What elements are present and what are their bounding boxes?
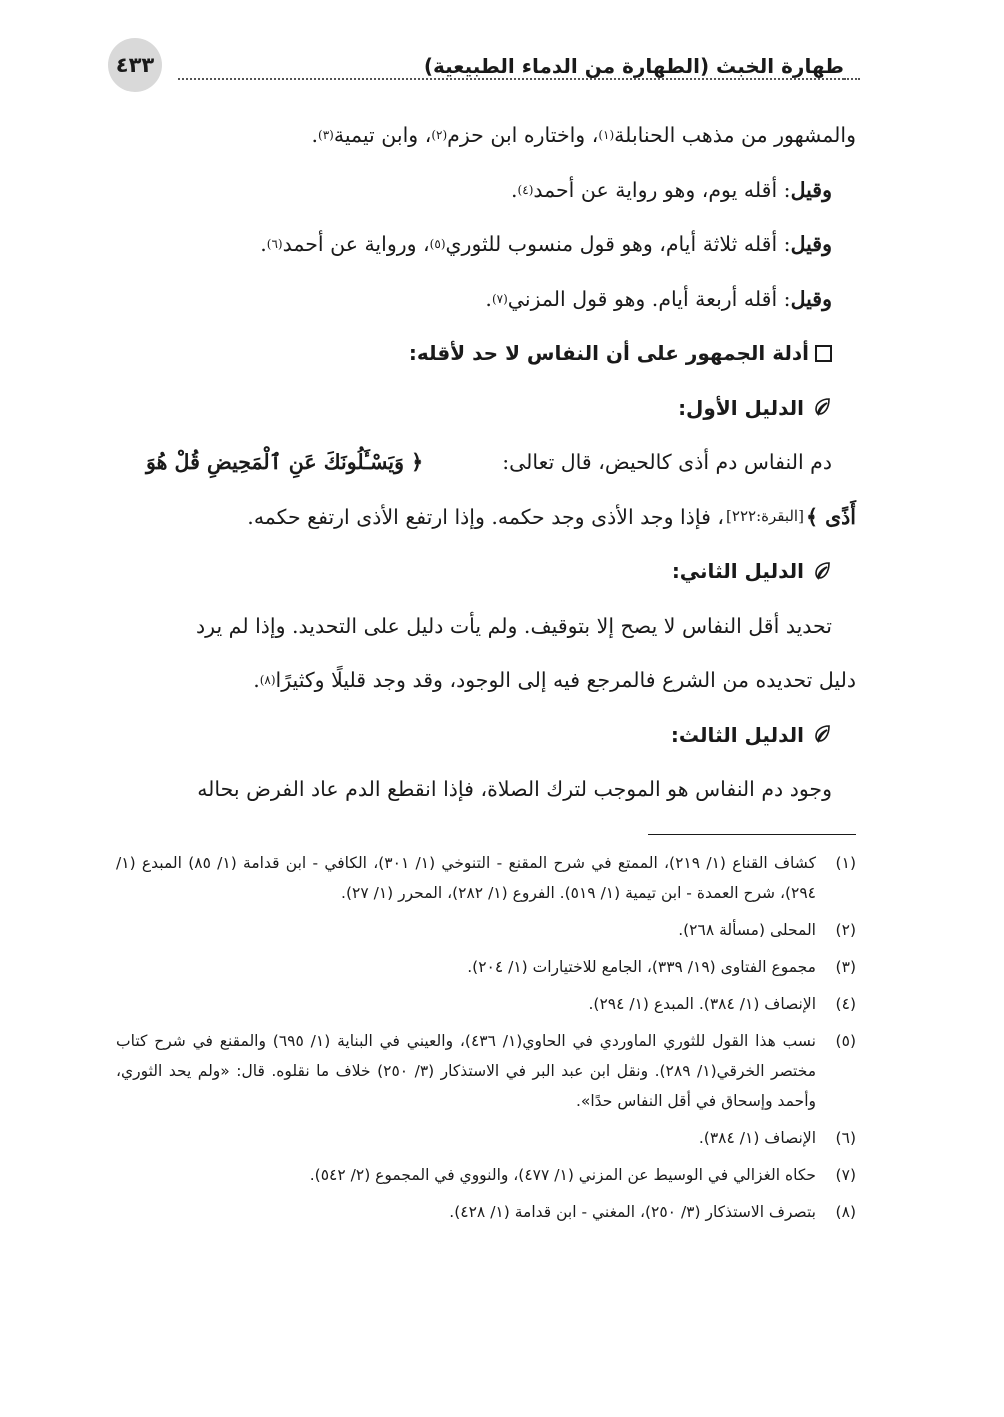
text-segment: وجود دم النفاس هو الموجب لترك الصلاة، فإذا انقطع الدم عاد الفرض بحاله: [197, 777, 832, 801]
paragraph-line: [146, 762, 856, 817]
main-text: [146, 108, 856, 817]
text-segment: والمشهور من مذهب الحنابلة: [614, 123, 856, 147]
footnote-ref: (٥): [429, 237, 446, 252]
paragraph-line: [146, 272, 856, 327]
text-segment: .: [311, 123, 319, 147]
footnote-number: (١): [835, 854, 856, 872]
footnote-text: بتصرف الاستذكار (٣/ ٢٥٠)، المغني - ابن قدامة (١/ ٤٢٨).: [449, 1203, 816, 1221]
lead-word: وقيل: [790, 286, 832, 311]
evidence-title: الدليل الثالث:: [670, 722, 804, 747]
leaf-ornament-icon: [812, 396, 832, 419]
footnote-ref: (٣): [318, 128, 334, 143]
lead-word: وقيل: [790, 232, 832, 256]
checkbox-square-icon: [815, 345, 832, 362]
paragraph-line: [146, 435, 856, 490]
text-segment: ، ورواية عن أحمد: [282, 232, 430, 256]
footnote-text: مجموع الفتاوى (١٩/ ٣٣٩)، الجامع للاختيارات (١/ ٢٠٤).: [467, 958, 816, 976]
text-segment: دم النفاس دم أذى كالحيض، قال تعالى:: [502, 450, 832, 474]
paragraph-line: [146, 599, 856, 654]
text-segment: تحديد أقل النفاس لا يصح إلا بتوقيف. ولم يأت دليل على التحديد. وإذا لم يرد: [196, 613, 832, 638]
footnote-text: الإنصاف (١/ ٣٨٤). المبدع (١/ ٢٩٤).: [588, 995, 816, 1013]
footnote-number: (٣): [835, 958, 856, 976]
footnote: [116, 952, 856, 982]
evidence-title: الدليل الأول:: [678, 395, 804, 420]
footnote-ref: (٨): [259, 673, 276, 688]
footnote-text: كشاف القناع (١/ ٢١٩)، الممتع في شرح المقنع - التنوخي (١/ ٣٠١)، الكافي - ابن قدامة (١/ ٨٥) المبدع (١/ ٢٩٤)، شرح العمدة - ابن تيمية (١/ ٥١٩). الفروع (١/ ٢٨٢)، المحرر (١/ ٢٧).: [116, 854, 816, 902]
text-segment: .: [511, 177, 518, 202]
footnote-number: (٧): [835, 1166, 856, 1184]
text-segment: .: [253, 668, 260, 692]
evidence-heading: [146, 381, 856, 436]
footnote-number: (٥): [835, 1032, 856, 1050]
page-number-badge: ٤٣٣: [108, 38, 162, 92]
leaf-ornament-icon: [812, 560, 832, 583]
footnote-ref: (٧): [491, 291, 508, 306]
footnote-text: نسب هذا القول للثوري الماوردي في الحاوي(١/ ٤٣٦)، والعيني في البناية (١/ ٦٩٥) والمقنع في شرح كتاب مختصر الخرقي(١/ ٢٨٩). ونقل ابن عبد البر في الاستذكار (٣/ ٢٥٠) خلاف ما نقلوه. قال: «ولم يحد الثوري، وأحمد وإسحاق في أقل النفاس حدًا».: [116, 1032, 817, 1110]
footnote: [116, 1197, 856, 1227]
footnote-ref: (٢): [431, 128, 448, 143]
section-heading: [146, 326, 856, 381]
quran-verse: أَذًى ﴾: [805, 504, 856, 529]
text-segment: : أقله ثلاثة أيام، وهو قول منسوب للثوري: [445, 232, 791, 256]
footnotes: [116, 848, 856, 1234]
footnote-text: حكاه الغزالي في الوسيط عن المزني (١/ ٤٧٧)، والنووي في المجموع (٢/ ٥٤٢).: [309, 1166, 816, 1184]
text-segment: : أقله يوم، وهو رواية عن أحمد: [533, 177, 791, 202]
footnote-ref: (٦): [266, 237, 283, 252]
text-segment: .: [485, 286, 492, 311]
text-segment: .: [260, 232, 267, 256]
text-segment: ، واختاره ابن حزم: [447, 123, 599, 147]
footnote: [116, 848, 856, 908]
header-leader-dots-right: [844, 58, 860, 80]
section-heading-text: أدلة الجمهور على أن النفاس لا حد لأقله:: [408, 341, 809, 366]
evidence-title: الدليل الثاني:: [671, 559, 804, 584]
footnote-text: المحلى (مسألة ٢٦٨).: [678, 921, 816, 939]
paragraph-line: [146, 163, 856, 218]
text-segment: ، وابن تيمية: [333, 123, 432, 147]
text-segment: : أقله أربعة أيام. وهو قول المزني: [507, 286, 791, 311]
footnote-number: (٨): [835, 1203, 856, 1221]
footnote-ref: (١): [598, 128, 615, 143]
text-segment: ، فإذا وجد الأذى وجد حكمه. وإذا ارتفع الأذى ارتفع حكمه.: [247, 504, 725, 529]
footnote: [116, 1123, 856, 1153]
paragraph-line: [146, 217, 856, 272]
footnote-ref: (٤): [517, 182, 534, 197]
page-header: [110, 38, 844, 96]
paragraph-line: [146, 653, 856, 708]
paragraph-line: [146, 108, 856, 163]
footnote-text: الإنصاف (١/ ٣٨٤).: [698, 1129, 816, 1147]
evidence-heading: [146, 708, 856, 763]
paragraph-line: [146, 490, 856, 545]
footnote-number: (٢): [835, 921, 856, 939]
running-title: طهارة الخبث (الطهارة من الدماء الطبيعية): [418, 54, 844, 78]
leaf-ornament-icon: [812, 723, 832, 746]
footnote-number: (٤): [835, 995, 856, 1013]
lead-word: وقيل: [790, 177, 832, 202]
quran-verse: ﴿ وَيَسْـَٔلُونَكَ عَنِ ٱلْمَحِيضِ قُلْ هُوَ: [146, 450, 424, 474]
footnote: [116, 1160, 856, 1190]
verse-reference: [البقرة:٢٢٢]: [726, 507, 804, 526]
footnote: [116, 1026, 856, 1116]
footnote: [116, 989, 856, 1019]
footnote-separator: [648, 834, 856, 835]
footnote-number: (٦): [835, 1129, 856, 1147]
text-segment: دليل تحديده من الشرع فالمرجع فيه إلى الوجود، وقد وجد قليلًا وكثيرًا: [275, 668, 856, 692]
footnote: [116, 915, 856, 945]
evidence-heading: [146, 544, 856, 599]
